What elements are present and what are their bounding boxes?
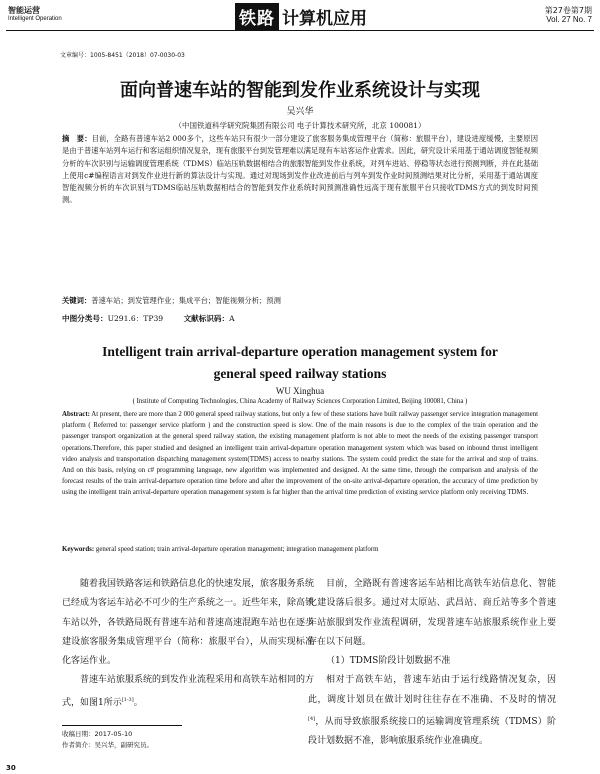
page-number: 30 bbox=[6, 764, 16, 772]
cn-affiliation: （中国铁道科学研究院集团有限公司 电子计算技术研究所，北京 100081） bbox=[174, 121, 426, 130]
clc-label: 中图分类号： bbox=[62, 314, 108, 323]
classification-line bbox=[62, 313, 538, 324]
en-affiliation: ( Institute of Computing Technologies, China Academy of Railway Sciences Corporation Limited, Beijing 100081, China ) bbox=[132, 398, 468, 405]
body-text: 普速车站旅服系统的到发作业流程采用和高铁车站相同的方式，如图1所示 bbox=[62, 675, 315, 708]
en-keywords bbox=[62, 546, 538, 553]
journal-logo-mark: 铁路 bbox=[235, 3, 279, 30]
clc-value: U291.6：TP39 bbox=[107, 314, 164, 323]
citation: [4] bbox=[308, 716, 316, 723]
citation: [1-3] bbox=[121, 696, 134, 703]
doc-code-value: A bbox=[229, 314, 235, 323]
body-paragraph: 目前，全路既有普速客运车站相比高铁车站信息化、智能化建设落后很多。通过对太原站、武昌站、商丘站等多个普速车站旅服到发作业流程调研，发现普速车站旅服系统作业上要存在以下问题。 bbox=[308, 579, 556, 647]
body-text: 。 bbox=[133, 697, 143, 708]
issue-info bbox=[545, 6, 592, 24]
journal-section-cn: 智能运营 bbox=[8, 6, 40, 15]
doc-code-label: 文献标识码： bbox=[183, 314, 230, 323]
cn-abstract-text: 目前，全路有普速车站2 000多个，这些车站只有很少一部分建设了旅客服务集成管理平台（简称：旅服平台），建设进度缓慢，主要原因是由于普速车站列车运行和客运组织情况复杂，现有旅服平台到发管理难以满足现有车站客运作业需求。因此，研究设计采用基于通站调度智能视频分析的车次识别与运输调度管理系统（TDMS）临站压轨数据相结合的旅服智能到发作业系统，对列车进站、停稳等状态进行预测判断，并在此基础上使用c#编程语言对到发作业进行新的算法设计与实现。通过对现场到发作业改进前后与列车到发作业时间预测结果对比分析，采用基于通站调度智能视频分析的车次识别与TDMS临站压轨数据相结合的智能到发作业系统时间预测准确性远高于现有旅服平台只接收TDMS方式的到发时间预测。 bbox=[62, 134, 538, 205]
journal-section-en: Intelligent Operation bbox=[8, 16, 62, 22]
footnote bbox=[62, 729, 153, 751]
body-text: ，从而导致旅服系统接口的运输调度管理系统（TDMS）阶段计划数据不准，影响旅服系统作业准确度。 bbox=[308, 717, 556, 747]
header-rule bbox=[6, 30, 594, 31]
journal-section bbox=[8, 6, 62, 24]
en-author: WU Xinghua bbox=[275, 386, 325, 396]
cn-abstract-label: 摘 要： bbox=[62, 134, 92, 143]
journal-logo bbox=[235, 4, 367, 28]
en-title-line2: general speed railway stations bbox=[213, 366, 387, 381]
en-abstract-label: Abstract: bbox=[62, 411, 90, 418]
article-number: 文章编号：1005-8451（2018）07-0030-03 bbox=[60, 52, 185, 59]
body-column-left bbox=[62, 575, 314, 713]
issue-cn: 第27卷第7期 bbox=[544, 6, 592, 15]
en-title bbox=[0, 341, 600, 385]
body-text: 相对于高铁车站，普速车站由于运行线路情况复杂，因此，调度计划员在做计划时往往存在不准确、不及时的情况 bbox=[308, 675, 556, 705]
body-paragraph: 随着我国铁路客运和铁路信息化的快速发展，旅客服务系统已经成为客运车站必不可少的生产系统之一。近些年来，除高铁车站以外，各铁路局既有普速车站和普速高速混跑车站也在逐步建设旅客服务集成管理平台（简称：旅服平台），从而实现标准化客运作业。 bbox=[62, 579, 315, 667]
running-header bbox=[0, 0, 600, 34]
cn-title: 面向普速车站的智能到发作业系统设计与实现 bbox=[120, 80, 480, 101]
en-keywords-label: Keywords: bbox=[62, 546, 95, 553]
document-code bbox=[184, 314, 235, 323]
cn-keywords-label: 关键词： bbox=[62, 296, 92, 305]
en-abstract-text: At present, there are more than 2 000 general speed railway stations, but only a few of these stations have built railway passenger service integration management platform ( Referred to: passenger service platform ) and the construction speed is slow. One of the main reasons is due to the complex of the train operation and the passenger transport organization at the general speed railway station, the existing management platform is not able to meet the needs of the existing passenger transport operations.Therefore, this paper studied and designed an intelligent train arrival-departure operation management system which was based on inbound thrust intelligent video analysis and transportation dispatching management system(TDMS) access to nearby stations. The system could predict the state for the arrival and stop of trains. And on this basis, relying on c# programming language, new algorithm was implemented and designed. At the same time, through the comparison and analysis of the forecast results of the train arrival-departure operation time before and after the improvement of the on-site arrival-departure operation, the accuracy of time prediction by using the intelligent train arrival-departure operation management system is far higher than the arrival time prediction of existing service platform only receiving TDMS. bbox=[62, 411, 538, 497]
en-keywords-text: general speed station; train arrival-departure operation management; integration management platform bbox=[95, 546, 379, 553]
footnote-rule bbox=[62, 725, 182, 726]
body-column-right bbox=[308, 575, 556, 752]
cn-author: 吴兴华 bbox=[286, 107, 314, 117]
en-abstract bbox=[62, 409, 538, 499]
clc-number bbox=[62, 314, 163, 323]
cn-keywords-text: 普速车站；到发管理作业；集成平台；智能视频分析；预测 bbox=[91, 296, 281, 305]
body-paragraph bbox=[308, 671, 556, 751]
cn-keywords bbox=[62, 296, 538, 306]
section-heading: （1）TDMS阶段计划数据不准 bbox=[326, 656, 451, 667]
body-paragraph bbox=[62, 671, 314, 713]
journal-logo-name: 计算机应用 bbox=[282, 8, 367, 29]
received-date: 收稿日期：2017-05-10 bbox=[62, 730, 133, 738]
en-title-line1: Intelligent train arrival-departure operation management system for bbox=[102, 344, 498, 359]
author-bio: 作者简介：吴兴华，副研究员。 bbox=[62, 741, 153, 749]
issue-en: Vol. 27 No. 7 bbox=[546, 15, 592, 24]
cn-abstract bbox=[62, 133, 538, 207]
